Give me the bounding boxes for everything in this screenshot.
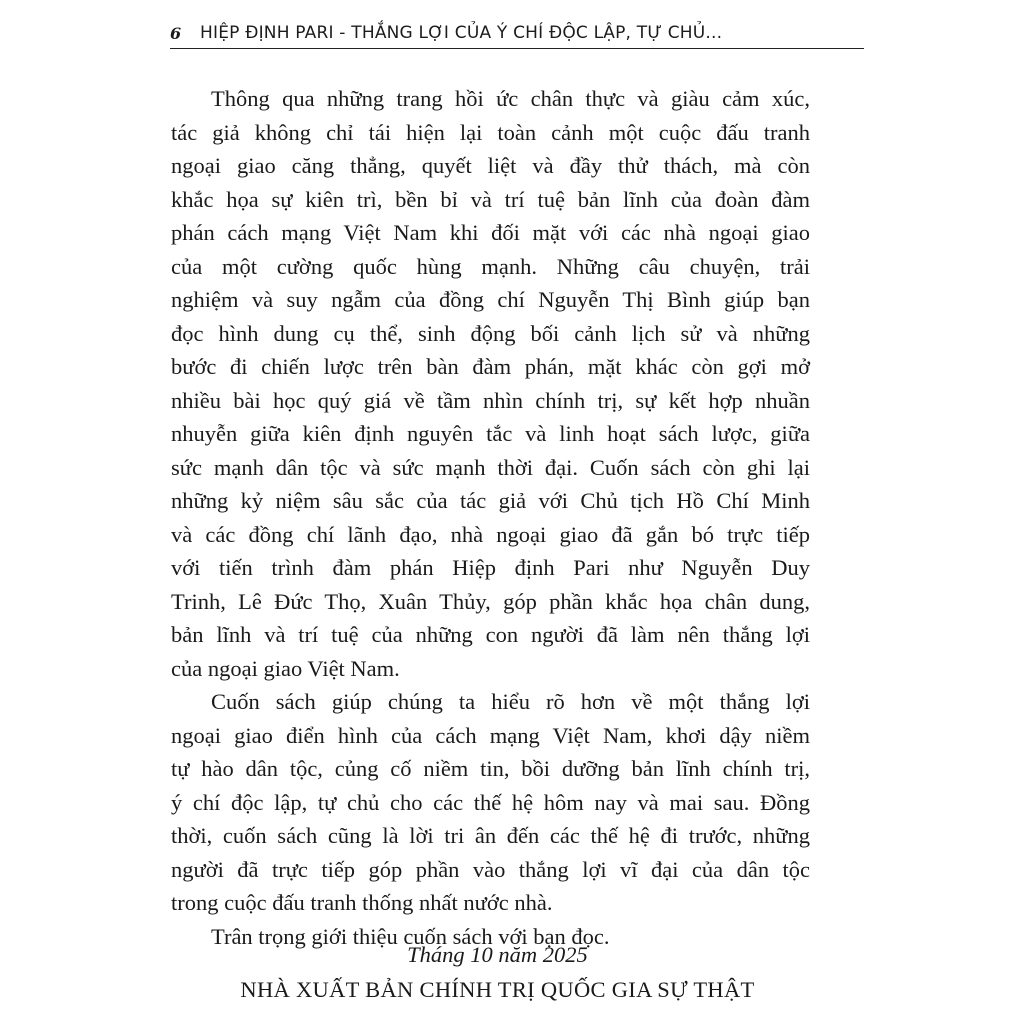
paragraph-1-line: bản lĩnh và trí tuệ của những con người đã làm nên thắng lợi: [171, 622, 810, 647]
body-text: [171, 82, 810, 953]
paragraph-1-line: tác giả không chỉ tái hiện lại toàn cảnh một cuộc đấu tranh: [171, 119, 810, 145]
paragraph-1-line: khắc họa sự kiên trì, bền bỉ và trí tuệ bản lĩnh của đoàn đàm: [171, 186, 810, 212]
paragraph-2-line: trong cuộc đấu tranh thống nhất nước nhà.: [171, 890, 553, 915]
paragraph-1-line: sức mạnh dân tộc và sức mạnh thời đại. Cuốn sách còn ghi lại: [171, 454, 810, 480]
paragraph-1-line: nhuyễn giữa kiên định nguyên tắc và linh hoạt sách lược, giữa: [171, 421, 810, 446]
paragraph-1-line: với tiến trình đàm phán Hiệp định Pari như Nguyễn Duy: [171, 555, 810, 580]
paragraph-2-line: tự hào dân tộc, củng cố niềm tin, bồi dưỡng bản lĩnh chính trị,: [171, 756, 810, 781]
running-header-title: HIỆP ĐỊNH PARI - THẮNG LỢI CỦA Ý CHÍ ĐỘC LẬP, TỰ CHỦ...: [200, 23, 723, 43]
paragraph-2-line: người đã trực tiếp góp phần vào thắng lợi vĩ đại của dân tộc: [171, 856, 810, 882]
paragraph-3-line: Trân trọng giới thiệu cuốn sách với bạn đọc.: [211, 923, 610, 949]
paragraph-1-line: ngoại giao căng thẳng, quyết liệt và đầy thử thách, mà còn: [171, 153, 810, 178]
paragraph-1-line: bước đi chiến lược trên bàn đàm phán, mặt khác còn gợi mở: [171, 354, 810, 379]
page-number: 6: [170, 24, 182, 43]
paragraph-2-line: Cuốn sách giúp chúng ta hiểu rõ hơn về một thắng lợi: [211, 689, 810, 714]
paragraph-1-line: đọc hình dung cụ thể, sinh động bối cảnh lịch sử và những: [171, 320, 810, 346]
paragraph-1-line: nghiệm và suy ngẫm của đồng chí Nguyễn Thị Bình giúp bạn: [171, 287, 810, 312]
paragraph-2-line: ngoại giao điển hình của cách mạng Việt Nam, khơi dậy niềm: [171, 722, 810, 748]
paragraph-1-line: của một cường quốc hùng mạnh. Những câu chuyện, trải: [171, 253, 810, 279]
dateline: Tháng 10 năm 2025: [407, 942, 588, 967]
paragraph-1-line: nhiều bài học quý giá về tầm nhìn chính trị, sự kết hợp nhuần: [171, 387, 810, 413]
running-header: [170, 22, 864, 49]
publisher-signature: NHÀ XUẤT BẢN CHÍNH TRỊ QUỐC GIA SỰ THẬT: [240, 977, 755, 1002]
paragraph-2-line: ý chí độc lập, tự chủ cho các thế hệ hôm nay và mai sau. Đồng: [171, 789, 810, 815]
paragraph-1-line: những kỷ niệm sâu sắc của tác giả với Chủ tịch Hồ Chí Minh: [171, 488, 810, 513]
paragraph-1-line: phán cách mạng Việt Nam khi đối mặt với các nhà ngoại giao: [171, 220, 810, 245]
paragraph-1-line: của ngoại giao Việt Nam.: [171, 655, 400, 681]
paragraph-1-line: và các đồng chí lãnh đạo, nhà ngoại giao đã gắn bó trực tiếp: [171, 521, 810, 547]
paragraph-1-line: Trinh, Lê Đức Thọ, Xuân Thủy, góp phần khắc họa chân dung,: [171, 588, 810, 614]
paragraph-1-line: Thông qua những trang hồi ức chân thực và giàu cảm xúc,: [211, 86, 810, 111]
paragraph-2-line: thời, cuốn sách cũng là lời tri ân đến các thế hệ đi trước, những: [171, 823, 810, 848]
